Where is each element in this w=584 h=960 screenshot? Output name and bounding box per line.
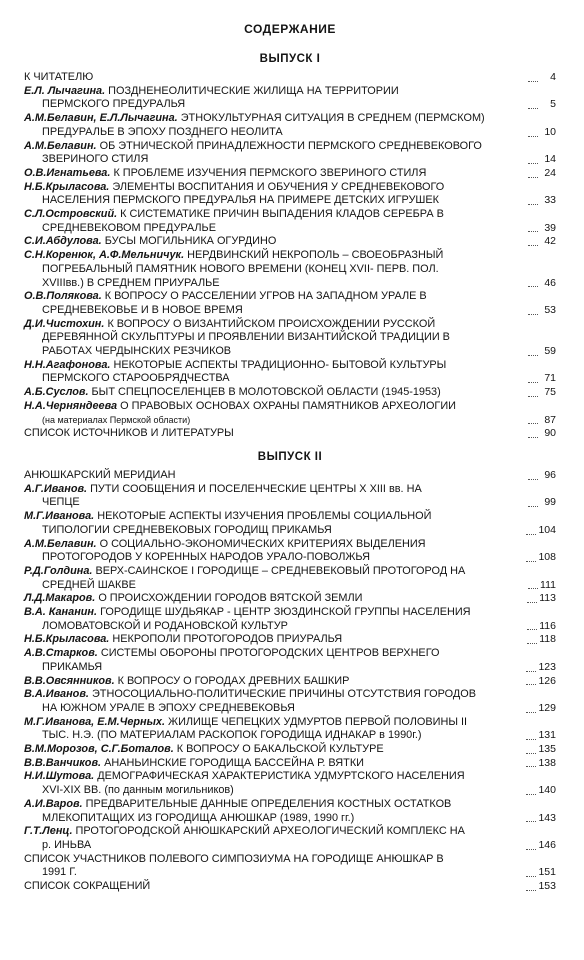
entry-title-line: р. ИНЬВА xyxy=(42,838,92,851)
entry-first-line xyxy=(24,675,349,687)
toc-entry xyxy=(24,140,556,167)
dot-leader xyxy=(526,671,536,672)
table-of-contents xyxy=(24,53,556,894)
entry-author: С.Л.Островский. xyxy=(24,208,118,221)
dot-leader xyxy=(526,534,536,535)
section-title: ВЫПУСК I xyxy=(259,53,321,65)
dot-leader xyxy=(528,231,538,232)
entry-title-line: К СИСТЕМАТИКЕ ПРИЧИН ВЫПАДЕНИЯ КЛАДОВ СЕРЕБРА В xyxy=(120,208,444,221)
toc-entry-text xyxy=(24,647,524,674)
entry-first-line xyxy=(24,565,465,577)
entry-title-line: К ВОПРОСУ О ГОРОДАХ ДРЕВНИХ БАШКИР xyxy=(117,674,350,687)
toc-entry xyxy=(24,510,556,537)
entry-first-line xyxy=(24,538,426,550)
entry-page-number: 5 xyxy=(550,98,556,111)
entry-title-line: БЫТ СПЕЦПОСЕЛЕНЦЕВ В МОЛОТОВСКОЙ ОБЛАСТИ (1945-1953) xyxy=(91,386,441,399)
toc-entry-text xyxy=(24,427,526,441)
entry-page-number: 135 xyxy=(538,743,556,756)
entry-title-line: К ВОПРОСУ О ВИЗАНТИЙСКОМ ПРОИСХОЖДЕНИИ РУССКОЙ xyxy=(107,317,436,330)
entry-page-number: 111 xyxy=(540,578,556,591)
toc-entry xyxy=(24,880,556,894)
entry-page-number: 138 xyxy=(538,756,556,769)
toc-entry-text xyxy=(24,757,524,771)
toc-entry xyxy=(24,318,556,359)
entry-title-line: АНЮШКАРСКИЙ МЕРИДИАН xyxy=(24,468,176,481)
entry-title-line: ЧЕПЦЕ xyxy=(42,496,80,509)
entry-title-line: ГОРОДИЩЕ ШУДЬЯКАР - ЦЕНТР ЗЮЗДИНСКОЙ ГРУППЫ НАСЕЛЕНИЯ xyxy=(100,606,471,619)
entry-author: Д.И.Чистохин. xyxy=(24,317,105,330)
entry-first-line xyxy=(24,825,465,837)
entry-first-line xyxy=(24,798,451,810)
entry-author: А.М.Белавин, Е.Л.Лычагина. xyxy=(24,112,178,125)
toc-entry-text xyxy=(24,318,526,359)
entry-author: М.Г.Иванова. xyxy=(24,510,95,523)
entry-page-number: 4 xyxy=(550,71,556,83)
toc-entry xyxy=(24,85,556,112)
toc-entry xyxy=(24,716,556,743)
toc-entry xyxy=(24,181,556,208)
section-title: ВЫПУСК II xyxy=(257,450,323,463)
entry-first-line xyxy=(24,235,276,247)
toc-entry xyxy=(24,290,556,317)
entry-page-number: 90 xyxy=(544,427,556,440)
entry-title-line: СПИСОК СОКРАЩЕНИЙ xyxy=(24,880,151,893)
entry-title-line: ВЕРХ-САИНСКОЕ I ГОРОДИЩЕ – СРЕДНЕВЕКОВЫЙ ПРОТОГОРОД НА xyxy=(95,564,466,577)
entry-page-number: 140 xyxy=(538,784,556,797)
entry-title-line: ПРИКАМЬЯ xyxy=(42,660,103,673)
entry-first-line xyxy=(24,290,427,302)
entry-author: В.В.Ванчиков. xyxy=(24,756,102,769)
toc-entry xyxy=(24,647,556,674)
entry-title-line: СИСТЕМЫ ОБОРОНЫ ПРОТОГОРОДСКИХ ЦЕНТРОВ ВЕРХНЕГО xyxy=(100,647,440,660)
toc-entry xyxy=(24,386,556,400)
entry-title-line: НЕКОТОРЫЕ АСПЕКТЫ ИЗУЧЕНИЯ ПРОБЛЕМЫ СОЦИАЛЬНОЙ xyxy=(97,510,432,523)
dot-leader xyxy=(528,177,538,178)
entry-title-line: ОБ ЭТНИЧЕСКОЙ ПРИНАДЛЕЖНОСТИ ПЕРМСКОГО СРЕДНЕВЕКОВОГО xyxy=(99,139,482,152)
entry-first-line xyxy=(24,853,444,865)
toc-entry xyxy=(24,483,556,510)
toc-entry-text xyxy=(24,592,525,606)
entry-title-line: О ПРОИСХОЖДЕНИИ ГОРОДОВ ВЯТСКОЙ ЗЕМЛИ xyxy=(98,592,363,605)
dot-leader xyxy=(528,163,538,164)
toc-entry xyxy=(24,798,556,825)
dot-leader xyxy=(526,876,536,877)
toc-entry xyxy=(24,235,556,249)
toc-entry xyxy=(24,400,556,427)
entry-first-line xyxy=(24,716,467,728)
toc-entry xyxy=(24,538,556,565)
dot-leader xyxy=(528,204,538,205)
entry-title-line: НЕРДВИНСКИЙ НЕКРОПОЛЬ – СВОЕОБРАЗНЫЙ xyxy=(187,249,444,262)
entry-page-number: 53 xyxy=(544,303,556,316)
entry-page-number: 118 xyxy=(539,633,556,646)
entry-author: В.А. Кананин. xyxy=(24,606,98,619)
toc-entry xyxy=(24,469,556,483)
toc-entry-text xyxy=(24,167,526,181)
entry-page-number: 153 xyxy=(538,880,556,893)
toc-entry xyxy=(24,743,556,757)
toc-entry-text xyxy=(24,633,525,647)
entry-title-line: XVIIIвв.) В СРЕДНЕМ ПРИУРАЛЬЕ xyxy=(42,276,220,289)
entry-title-line: БУСЫ МОГИЛЬНИКА ОГУРДИНО xyxy=(104,235,277,248)
entry-title-line: ТИПОЛОГИИ СРЕДНЕВЕКОВЫХ ГОРОДИЩ ПРИКАМЬЯ xyxy=(42,523,332,536)
toc-entry-text xyxy=(24,235,526,249)
entry-author: Н.Б.Крыласова. xyxy=(24,633,110,646)
dot-leader xyxy=(526,739,536,740)
toc-entry-text xyxy=(24,798,524,825)
entry-first-line xyxy=(24,167,426,179)
entry-title-line: ЖИЛИЩЕ ЧЕПЕЦКИХ УДМУРТОВ ПЕРВОЙ ПОЛОВИНЫ II xyxy=(168,715,468,728)
toc-entry xyxy=(24,71,556,85)
toc-entry-text xyxy=(24,770,524,797)
entry-page-number: 104 xyxy=(538,523,556,536)
dot-leader xyxy=(526,890,536,891)
entry-title-line: К ВОПРОСУ О РАССЕЛЕНИИ УГРОВ НА ЗАПАДНОМ УРАЛЕ В xyxy=(104,290,427,303)
toc-entry-text xyxy=(24,743,524,757)
entry-first-line xyxy=(24,592,362,604)
dot-leader xyxy=(526,794,536,795)
dot-leader xyxy=(528,382,538,383)
dot-leader xyxy=(527,602,537,603)
dot-leader xyxy=(528,588,538,589)
dot-leader xyxy=(526,821,536,822)
toc-entry-text xyxy=(24,359,526,386)
entry-page-number: 42 xyxy=(544,235,556,248)
entry-first-line xyxy=(24,880,150,892)
entry-first-line xyxy=(24,112,485,124)
entry-title-line: ЭТНОСОЦИАЛЬНО-ПОЛИТИЧЕСКИЕ ПРИЧИНЫ ОТСУТСТВИЯ ГОРОДОВ xyxy=(91,688,477,701)
entry-first-line xyxy=(24,85,399,97)
entry-page-number: 151 xyxy=(538,866,556,879)
entry-first-line xyxy=(24,427,234,439)
entry-author: В.М.Морозов, С.Г.Боталов. xyxy=(24,743,174,756)
entry-title-line: О ПРАВОВЫХ ОСНОВАХ ОХРАНЫ ПАМЯТНИКОВ АРХЕОЛОГИИ xyxy=(120,399,456,412)
toc-entry xyxy=(24,770,556,797)
dot-leader xyxy=(528,437,538,438)
entry-author: А.И.Варов. xyxy=(24,797,83,810)
entry-page-number: 24 xyxy=(544,166,556,179)
entry-title-line: ДЕРЕВЯННОЙ СКУЛЬПТУРЫ И ПРОЯВЛЕНИИ ВИЗАНТИЙСКОЙ ТРАДИЦИИ В xyxy=(42,331,450,344)
entry-first-line xyxy=(24,249,443,261)
entry-title-line: ЛОМОВАТОВСКОЙ И РОДАНОВСКОЙ КУЛЬТУР xyxy=(42,619,288,632)
entry-page-number: 87 xyxy=(544,413,556,426)
entry-page-number: 131 xyxy=(538,729,556,742)
entry-author: В.В.Овсянников. xyxy=(24,674,115,687)
entry-first-line xyxy=(24,181,444,193)
entry-author: Е.Л. Лычагина. xyxy=(24,84,106,97)
entry-first-line xyxy=(24,606,471,618)
entry-page-number: 39 xyxy=(544,221,556,234)
entry-page-number: 46 xyxy=(544,276,556,289)
entry-title-line: МЛЕКОПИТАЩИХ ИЗ ГОРОДИЩА АНЮШКАР (1989, 1990 гг.) xyxy=(42,811,355,824)
toc-entry-text xyxy=(24,386,526,400)
entry-page-number: 33 xyxy=(544,194,556,207)
toc-entry-text xyxy=(24,181,526,208)
entry-first-line xyxy=(24,208,444,220)
dot-leader xyxy=(526,561,536,562)
dot-leader xyxy=(528,81,538,82)
entry-title-line: О СОЦИАЛЬНО-ЭКОНОМИЧЕСКИХ КРИТЕРИЯХ ВЫДЕЛЕНИЯ xyxy=(99,537,426,550)
dot-leader xyxy=(528,314,538,315)
entry-author: А.Б.Суслов. xyxy=(24,386,89,399)
entry-title-line: К ЧИТАТЕЛЮ xyxy=(24,71,94,83)
entry-title-line: ПОГРЕБАЛЬНЫЙ ПАМЯТНИК НОВОГО ВРЕМЕНИ (КОНЕЦ XVII- ПЕРВ. ПОЛ. xyxy=(42,262,439,275)
entry-title-line: СПИСОК ИСТОЧНИКОВ И ЛИТЕРАТУРЫ xyxy=(24,427,234,440)
entry-page-number: 71 xyxy=(544,372,556,385)
entry-author: А.Г.Иванов. xyxy=(24,482,88,495)
entry-title-line: СРЕДНЕВЕКОВЬЕ И В НОВОЕ ВРЕМЯ xyxy=(42,303,243,316)
dot-leader xyxy=(528,108,538,109)
toc-entry xyxy=(24,675,556,689)
toc-entry xyxy=(24,359,556,386)
entry-title-line: ПУТИ СООБЩЕНИЯ И ПОСЕЛЕНЧЕСКИЕ ЦЕНТРЫ X XIII вв. НА xyxy=(90,482,422,495)
toc-entry-text xyxy=(24,249,526,290)
entry-author: А.М.Белавин. xyxy=(24,139,97,152)
toc-entry-text xyxy=(24,208,526,235)
entry-page-number: 113 xyxy=(539,592,556,605)
toc-entry xyxy=(24,592,556,606)
toc-entry-text xyxy=(24,112,526,139)
toc-entry-text xyxy=(24,483,526,510)
toc-entry xyxy=(24,757,556,771)
entry-first-line xyxy=(24,688,476,700)
toc-entry xyxy=(24,427,556,441)
entry-page-number: 96 xyxy=(544,468,556,481)
entry-page-number: 14 xyxy=(544,153,556,166)
toc-entry xyxy=(24,825,556,852)
toc-entry xyxy=(24,112,556,139)
entry-title-line: НЕКРОПОЛИ ПРОТОГОРОДОВ ПРИУРАЛЬЯ xyxy=(112,633,343,646)
dot-leader xyxy=(528,245,538,246)
entry-title-line: ПЕРМСКОГО СТАРООБРЯДЧЕСТВА xyxy=(42,372,230,385)
entry-title-line: ЗВЕРИНОГО СТИЛЯ xyxy=(42,153,149,166)
entry-title-line: ДЕМОГРАФИЧЕСКАЯ ХАРАКТЕРИСТИКА УДМУРТСКОГО НАСЕЛЕНИЯ xyxy=(97,770,465,783)
dot-leader xyxy=(528,136,538,137)
entry-title-line: ПРОТОГОРОДОВ У КОРЕННЫХ НАРОДОВ УРАЛО-ПОВОЛЖЬЯ xyxy=(42,551,370,564)
entry-page-number: 123 xyxy=(538,660,556,673)
entry-author: А.В.Старков. xyxy=(24,647,98,660)
entry-author: О.В.Игнатьева. xyxy=(24,166,111,179)
toc-entry-text xyxy=(24,538,524,565)
toc-entry-text xyxy=(24,71,526,85)
entry-title-line: 1991 Г. xyxy=(42,866,77,879)
entry-author: С.И.Абдулова. xyxy=(24,235,102,248)
entry-author: Н.А.Черняндеева xyxy=(24,399,118,412)
entry-title-line: ПЕРМСКОГО ПРЕДУРАЛЬЯ xyxy=(42,98,186,111)
entry-author: М.Г.Иванова, Е.М.Черных. xyxy=(24,715,165,728)
entry-title-line: ЭТНОКУЛЬТУРНАЯ СИТУАЦИЯ В СРЕДНЕМ (ПЕРМСКОМ) xyxy=(180,112,485,125)
entry-first-line xyxy=(24,757,364,769)
entry-first-line xyxy=(24,318,435,330)
toc-entry-text xyxy=(24,400,526,427)
entry-first-line xyxy=(24,359,446,371)
dot-leader xyxy=(528,355,538,356)
entry-page-number: 75 xyxy=(544,386,556,399)
entry-page-number: 99 xyxy=(544,496,556,509)
dot-leader xyxy=(528,396,538,397)
entry-author: Н.Н.Агафонова. xyxy=(24,358,111,371)
entry-title-line: XVI-XIX ВВ. (по данным могильников) xyxy=(42,784,234,797)
entry-first-line xyxy=(24,469,176,481)
entry-author: Н.Б.Крыласова. xyxy=(24,180,110,193)
entry-author: В.А.Иванов. xyxy=(24,688,89,701)
entry-title-line: НА ЮЖНОМ УРАЛЕ В ЭПОХУ СРЕДНЕВЕКОВЬЯ xyxy=(42,701,295,714)
toc-entry-text xyxy=(24,675,524,689)
entry-first-line xyxy=(24,140,482,152)
entry-page-number: 126 xyxy=(538,674,556,687)
dot-leader xyxy=(528,286,538,287)
toc-entry-text xyxy=(24,140,526,167)
entry-author: Н.И.Шутова. xyxy=(24,770,95,783)
dot-leader xyxy=(527,629,537,630)
entry-title-line: ТЫС. Н.Э. (ПО МАТЕРИАЛАМ РАСКОПОК ГОРОДИЩА ИДНАКАР в 1990г.) xyxy=(42,729,422,742)
toc-entry-text xyxy=(24,880,524,894)
toc-entry-text xyxy=(24,290,526,317)
entry-author: С.Н.Коренюк, А.Ф.Мельничук. xyxy=(24,249,185,262)
toc-entry xyxy=(24,606,556,633)
dot-leader xyxy=(526,684,536,685)
entry-page-number: 108 xyxy=(538,551,556,564)
toc-entry-text xyxy=(24,688,524,715)
entry-title-line: ПРОТОГОРОДСКОЙ АНЮШКАРСКИЙ АРХЕОЛОГИЧЕСКИЙ КОМПЛЕКС НА xyxy=(75,825,465,838)
entry-title-line: НАСЕЛЕНИЯ ПЕРМСКОГО ПРЕДУРАЛЬЯ НА ПРИМЕРЕ ДЕТСКИХ ИГРУШЕК xyxy=(42,194,440,207)
dot-leader xyxy=(526,712,536,713)
entry-title-line: АНАНЬИНСКИЕ ГОРОДИЩА БАССЕЙНА Р. ВЯТКИ xyxy=(104,756,364,769)
dot-leader xyxy=(528,423,538,424)
entry-first-line xyxy=(24,483,422,495)
entry-author: Г.Т.Ленц. xyxy=(24,825,73,838)
entry-title-line: К ПРОБЛЕМЕ ИЗУЧЕНИЯ ПЕРМСКОГО ЗВЕРИНОГО СТИЛЯ xyxy=(113,166,427,179)
entry-first-line xyxy=(24,770,465,782)
dot-leader xyxy=(528,479,538,480)
entry-title-line: СРЕДНЕВЕКОВОМ ПРЕДУРАЛЬЕ xyxy=(42,221,216,234)
entry-title-line: ЭЛЕМЕНТЫ ВОСПИТАНИЯ И ОБУЧЕНИЯ У СРЕДНЕВЕКОВОГО xyxy=(112,180,445,193)
entry-page-number: 146 xyxy=(538,838,556,851)
entry-author: А.М.Белавин. xyxy=(24,537,97,550)
entry-first-line xyxy=(24,510,431,522)
toc-entry-text xyxy=(24,853,524,880)
toc-entry-text xyxy=(24,825,524,852)
entry-title-line: НЕКОТОРЫЕ АСПЕКТЫ ТРАДИЦИОННО- БЫТОВОЙ КУЛЬТУРЫ xyxy=(113,358,447,371)
toc-entry xyxy=(24,249,556,290)
entry-author: О.В.Полякова. xyxy=(24,290,102,303)
toc-entry-text xyxy=(24,716,524,743)
dot-leader xyxy=(528,506,538,507)
toc-entry xyxy=(24,633,556,647)
entry-title-line: ПРЕДВАРИТЕЛЬНЫЕ ДАННЫЕ ОПРЕДЕЛЕНИЯ КОСТНЫХ ОСТАТКОВ xyxy=(85,797,452,810)
entry-page-number: 59 xyxy=(544,345,556,358)
entry-page-number: 129 xyxy=(538,701,556,714)
entry-first-line xyxy=(24,647,439,659)
entry-page-number: 116 xyxy=(539,619,556,632)
toc-entry xyxy=(24,688,556,715)
entry-first-line xyxy=(24,633,342,645)
toc-entry-text xyxy=(24,469,526,483)
entry-first-line xyxy=(24,743,384,755)
entry-first-line xyxy=(24,386,441,398)
entry-title-line: РАБОТАХ ЧЕРДЫНСКИХ РЕЗЧИКОВ xyxy=(42,345,232,358)
dot-leader xyxy=(526,849,536,850)
entry-title-line: СРЕДНЕЙ ШАКВЕ xyxy=(42,578,136,591)
entry-title-line: СПИСОК УЧАСТНИКОВ ПОЛЕВОГО СИМПОЗИУМА НА ГОРОДИЩЕ АНЮШКАР В xyxy=(24,852,444,865)
entry-author: Л.Д.Макаров. xyxy=(24,592,96,605)
toc-entry-text xyxy=(24,85,526,112)
page-title: СОДЕРЖАНИЕ xyxy=(244,22,336,36)
toc-entry xyxy=(24,167,556,181)
toc-entry xyxy=(24,565,556,592)
entry-page-number: 143 xyxy=(538,811,556,824)
entry-page-number: 10 xyxy=(544,125,556,138)
entry-first-line xyxy=(24,400,456,412)
toc-entry-text xyxy=(24,606,525,633)
entry-title-line: К ВОПРОСУ О БАКАЛЬСКОЙ КУЛЬТУРЕ xyxy=(176,743,384,756)
dot-leader xyxy=(526,753,536,754)
entry-title-line: ПОЗДНЕНЕОЛИТИЧЕСКИЕ ЖИЛИЩА НА ТЕРРИТОРИИ xyxy=(108,84,399,97)
entry-first-line xyxy=(24,71,93,83)
dot-leader xyxy=(526,766,536,767)
entry-author: Р.Д.Голдина. xyxy=(24,564,93,577)
toc-entry-text xyxy=(24,510,524,537)
toc-entry-text xyxy=(24,565,526,592)
toc-entry xyxy=(24,208,556,235)
dot-leader xyxy=(527,643,537,644)
entry-title-line: (на материалах Пермской области) xyxy=(42,414,191,425)
toc-entry xyxy=(24,853,556,880)
entry-title-line: ПРЕДУРАЛЬЕ В ЭПОХУ ПОЗДНЕГО НЕОЛИТА xyxy=(42,125,283,138)
